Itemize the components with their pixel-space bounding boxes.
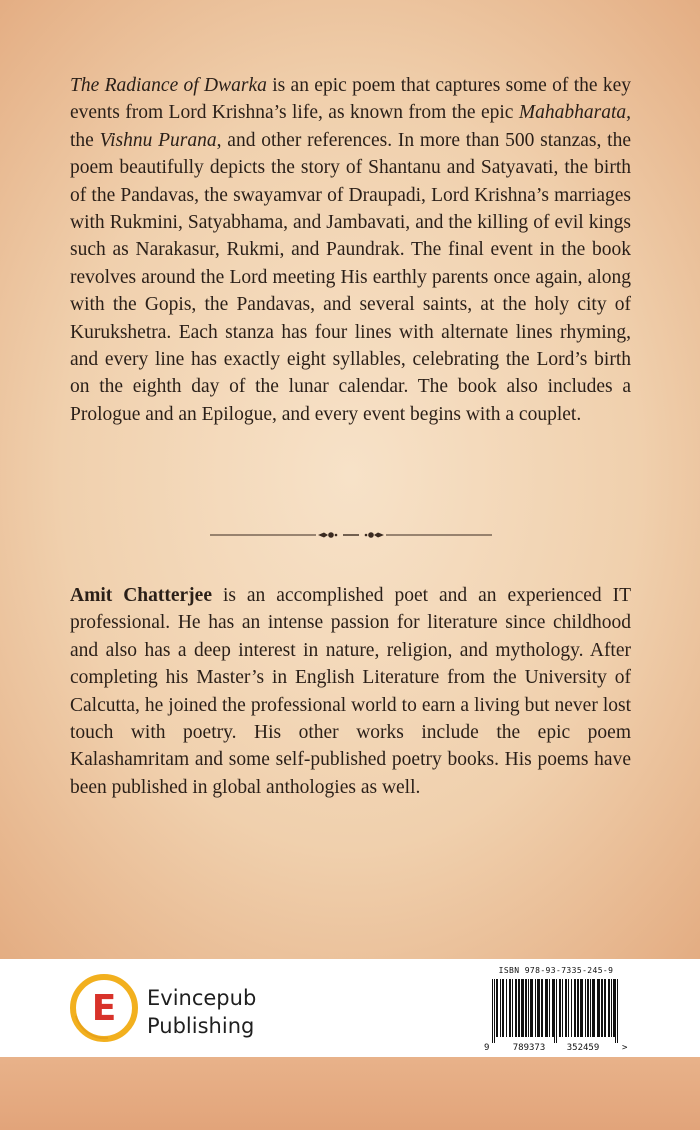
author-name: Amit Chatterjee	[70, 585, 212, 606]
isbn-label: ISBN 978-93-7335-245-9	[498, 966, 614, 975]
logo-letter: E	[91, 988, 117, 1029]
mahabharata-title: Mahabharata,	[518, 102, 631, 124]
author-bio-paragraph	[70, 582, 631, 801]
author-bio-text: is an accomplished poet and an experienced IT professional. He has an intense passion for literature since childhood and also has a deep interest in nature, religion, and mythology. After completing his Master’s in English Literature from the University of Calcutta, he joined the professional world to earn a living but never lost touch with poetry. His other works include the epic poem Kalashamritam and some self-published poetry books. His poems have been published in global anthologies as well.	[70, 585, 631, 798]
ornamental-divider	[210, 525, 492, 545]
publisher-logo	[68, 972, 140, 1044]
synopsis-text-1: is an epic poem that captures some of the key events from Lord Krishna’s life, as known from the epic	[70, 75, 631, 124]
publisher-name	[147, 984, 256, 1040]
book-title: The Radiance of Dwarka	[70, 75, 267, 96]
barcode-end-mark: >	[622, 1043, 628, 1052]
barcode-digits-group-1: 789373	[512, 1043, 546, 1052]
bottom-strip	[0, 1057, 700, 1130]
synopsis-text-3: , and other references. In more than 500 stanzas, the poem beautifully depicts the story of Shantanu and Satyavati, the birth of the Pandavas, the swayamvar of Draupadi, Lord Krishna’s marriages with Rukmini, Satyabhama, and Jambavati, and the killing of evil kings such as Narakasur, Rukmi, and Paundrak. The final event in the book revolves around the Lord meeting His earthly parents once again, along with the Gopis, the Pandavas, and several saints, at the holy city of Kurukshetra. Each stanza has four lines with alternate lines rhyming, and every line has exactly eight syllables, celebrating the Lord’s birth on the eighth day of the lunar calendar. The book also includes a Prologue and an Epilogue, and every event begins with a couplet.	[70, 129, 631, 425]
barcode-digits-group-2: 352459	[566, 1043, 600, 1052]
publisher-line-1: Evincepub	[147, 986, 257, 1010]
synopsis-text-2: the	[70, 129, 100, 151]
vishnu-purana-title: Vishnu Purana	[99, 129, 217, 151]
barcode-bars	[482, 979, 630, 1052]
barcode-digit-first: 9	[484, 1043, 490, 1052]
synopsis-paragraph	[70, 72, 631, 428]
isbn-barcode	[482, 966, 630, 1052]
publisher-line-2: Publishing	[147, 1014, 255, 1038]
